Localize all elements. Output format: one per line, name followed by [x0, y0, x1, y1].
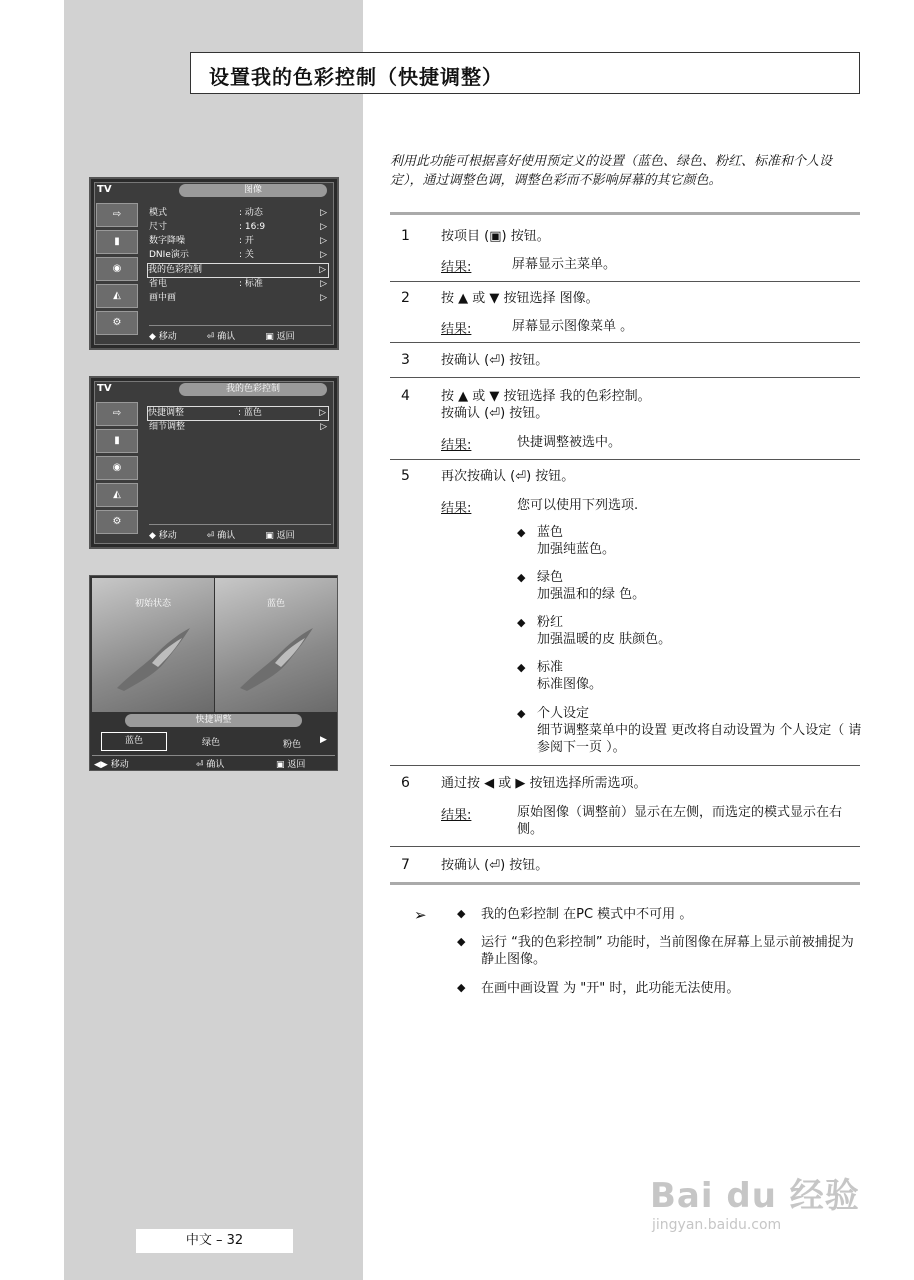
option-pink[interactable]: 粉色 [283, 740, 302, 750]
page-number: 中文 – 32 [136, 1229, 293, 1253]
input-icon: ⇨ [96, 402, 138, 426]
arrow-right-icon: ▷ [319, 408, 326, 418]
input-icon: ⇨ [96, 203, 138, 227]
step-text: 通过按 ◀ 或 ▶ 按钮选择所需选项。 [441, 776, 647, 791]
setup-icon: ⚙ [96, 311, 138, 335]
option-item [517, 524, 862, 558]
arrow-right-icon: ▷ [320, 422, 327, 432]
arrow-right-icon: ▷ [320, 279, 327, 289]
menu-header: 我的色彩控制 [179, 383, 327, 396]
preview-caption: 初始状态 [134, 599, 171, 609]
result-text: 快捷调整被选中。 [517, 435, 622, 450]
sound-icon: ◉ [96, 456, 138, 480]
result-label: 结果: [441, 501, 472, 516]
step-number: 6 [401, 775, 410, 791]
result-label: 结果: [441, 808, 472, 823]
step-number: 1 [401, 228, 410, 244]
menu-row-selected[interactable] [147, 263, 329, 278]
step-text: 按 ▲ 或 ▼ 按钮选择 图像。 [441, 291, 599, 306]
move-hint: ◀▶ 移动 [94, 760, 129, 770]
diamond-bullet-icon: ◆ [457, 981, 466, 994]
picture-icon: ▮ [96, 230, 138, 254]
divider [390, 377, 860, 378]
menu-footer [149, 325, 331, 342]
intro-text: 利用此功能可根据喜好使用预定义的设置（蓝色、绿色、粉红、标准和个人设定），通过调整色调，调整色彩而不影响屏幕的其它颜色。 [390, 154, 833, 188]
return-hint: ▣ 返回 [276, 760, 306, 770]
note-item: 运行 “我的色彩控制” 功能时，当前图像在屏幕上显示前被捕捉为静止图像。 [481, 935, 854, 967]
channel-icon: ◭ [96, 284, 138, 308]
arrow-right-icon: ▷ [320, 208, 327, 218]
move-hint: ◆ 移动 [149, 332, 177, 342]
watermark-url: jingyan.baidu.com [652, 1217, 782, 1233]
option-item [517, 659, 862, 693]
menu-row[interactable] [149, 292, 329, 305]
menu-row-value: : 动态 [239, 208, 263, 218]
option-green[interactable]: 绿色 [202, 738, 221, 748]
arrow-right-icon: ▷ [320, 222, 327, 232]
result-text: 原始图像（调整前）显示在左侧，而选定的模式显示在右侧。 [517, 805, 843, 837]
menu-row-value: : 蓝色 [238, 408, 262, 418]
diamond-bullet-icon: ◆ [517, 526, 526, 539]
step-text: 按项目 (▣) 按钮。 [441, 229, 550, 244]
menu-row-value: : 关 [239, 250, 254, 260]
menu-row[interactable] [149, 221, 329, 234]
step-number: 7 [401, 857, 410, 873]
menu-row-label: 画中画 [149, 293, 177, 303]
return-hint: ▣ 返回 [265, 332, 295, 342]
option-name: 标准 [537, 660, 564, 675]
divider [390, 459, 860, 460]
sound-icon: ◉ [96, 257, 138, 281]
arrow-right-icon: ▷ [320, 293, 327, 303]
tv-label: TV [97, 383, 112, 394]
menu-row-value: : 16:9 [239, 222, 266, 232]
diamond-bullet-icon: ◆ [517, 616, 526, 629]
step-number: 5 [401, 468, 410, 484]
menu-icons [96, 402, 138, 537]
option-desc: 细节调整菜单中的设置 更改将自动设置为 个人设定（ 请参阅下一页 ）。 [537, 723, 862, 755]
menu-row-label: 省电 [149, 279, 168, 289]
divider [390, 281, 860, 282]
note-item: 在画中画设置 为 "开" 时，此功能无法使用。 [481, 981, 740, 996]
option-desc: 加强温暖的皮 肤颜色。 [537, 632, 672, 647]
result-text: 屏幕显示主菜单。 [512, 257, 617, 272]
diamond-bullet-icon: ◆ [517, 707, 526, 720]
diamond-bullet-icon: ◆ [517, 661, 526, 674]
option-item [517, 705, 862, 756]
title-box [190, 52, 860, 94]
tv-menu-picture [89, 177, 339, 350]
option-name: 粉红 [537, 615, 564, 630]
menu-header: 图像 [179, 184, 327, 197]
watermark-brand: Bai du 经验 [650, 1176, 860, 1216]
diamond-bullet-icon: ◆ [457, 907, 466, 920]
result-label: 结果: [441, 322, 472, 337]
menu-row-label: 尺寸 [149, 222, 168, 232]
menu-icons [96, 203, 138, 338]
picture-icon: ▮ [96, 429, 138, 453]
divider [390, 882, 860, 885]
result-label: 结果: [441, 260, 472, 275]
note-arrow-icon: ➢ [414, 906, 427, 924]
menu-row[interactable] [149, 421, 329, 434]
step-text: 按 ▲ 或 ▼ 按钮选择 我的色彩控制。 [441, 389, 651, 404]
return-hint: ▣ 返回 [265, 531, 295, 541]
preview-options [90, 732, 337, 752]
menu-row-label: DNIe演示 [149, 250, 189, 260]
divider [390, 846, 860, 847]
step-text: 按确认 (⏎) 按钮。 [441, 406, 549, 421]
result-label: 结果: [441, 438, 472, 453]
move-hint: ◆ 移动 [149, 531, 177, 541]
preview-adjusted [215, 578, 337, 712]
step-text: 按确认 (⏎) 按钮。 [441, 858, 549, 873]
option-name: 个人设定 [537, 706, 590, 721]
menu-row-value: : 标准 [239, 279, 263, 289]
enter-hint: ⏎ 确认 [196, 760, 225, 770]
menu-row-value: : 开 [239, 236, 254, 246]
enter-hint: ⏎ 确认 [206, 332, 236, 342]
note-item: 我的色彩控制 在PC 模式中不可用 。 [481, 907, 693, 922]
arrow-right-icon[interactable]: ▶ [320, 735, 327, 745]
menu-row[interactable] [149, 235, 329, 248]
option-blue[interactable]: 蓝色 [101, 732, 167, 751]
step-number: 4 [401, 388, 410, 404]
step-text: 按确认 (⏎) 按钮。 [441, 353, 549, 368]
result-text: 您可以使用下列选项. [517, 498, 639, 513]
bird-image-icon [235, 623, 315, 693]
option-name: 蓝色 [537, 525, 564, 540]
preview-header: 快捷调整 [125, 714, 302, 727]
option-item [517, 569, 862, 603]
step-number: 2 [401, 290, 410, 306]
preview-caption: 蓝色 [266, 599, 285, 609]
menu-row[interactable] [149, 249, 329, 262]
divider [390, 212, 860, 215]
divider [390, 342, 860, 343]
menu-row-label: 快捷调整 [148, 408, 185, 418]
option-desc: 标准图像。 [537, 677, 603, 692]
menu-footer [149, 524, 331, 541]
arrow-right-icon: ▷ [319, 265, 326, 275]
bird-image-icon [112, 623, 192, 693]
enter-hint: ⏎ 确认 [206, 531, 236, 541]
result-text: 屏幕显示图像菜单 。 [512, 319, 634, 334]
menu-row[interactable] [149, 207, 329, 220]
divider [390, 765, 860, 766]
option-desc: 加强纯蓝色。 [537, 542, 616, 557]
menu-row-label: 数字降噪 [149, 236, 186, 246]
option-desc: 加强温和的绿 色。 [537, 587, 646, 602]
menu-row-label: 模式 [149, 208, 168, 218]
preview-original [92, 578, 214, 712]
diamond-bullet-icon: ◆ [517, 571, 526, 584]
diamond-bullet-icon: ◆ [457, 935, 466, 948]
preview-footer [92, 755, 335, 768]
menu-row-label: 细节调整 [149, 422, 186, 432]
menu-row-selected[interactable] [147, 406, 329, 421]
option-name: 绿色 [537, 570, 564, 585]
easy-control-preview [89, 575, 338, 771]
setup-icon: ⚙ [96, 510, 138, 534]
tv-menu-my-color [89, 376, 339, 549]
page-title: 设置我的色彩控制（快捷调整） [209, 65, 503, 89]
arrow-right-icon: ▷ [320, 236, 327, 246]
step-text: 再次按确认 (⏎) 按钮。 [441, 469, 575, 484]
arrow-right-icon: ▷ [320, 250, 327, 260]
option-item [517, 614, 862, 648]
menu-row[interactable] [149, 278, 329, 291]
channel-icon: ◭ [96, 483, 138, 507]
watermark [650, 1168, 860, 1233]
tv-label: TV [97, 184, 112, 195]
step-number: 3 [401, 352, 410, 368]
menu-row-label: 我的色彩控制 [148, 265, 203, 275]
